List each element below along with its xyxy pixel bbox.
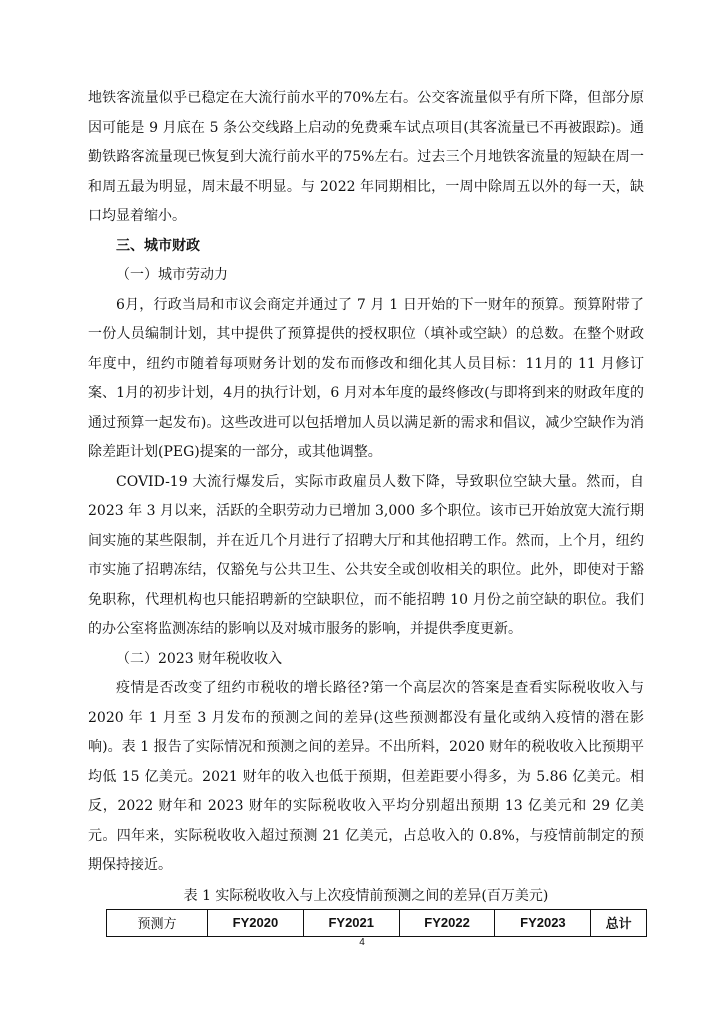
header-cell-forecaster: 预测方 [107, 909, 208, 936]
subsection-heading-workforce: （一）城市劳动力 [116, 267, 228, 283]
revenue-difference-table [106, 909, 647, 937]
header-cell-fy2021: FY2021 [303, 909, 399, 936]
section-heading: 三、城市财政 [116, 237, 200, 254]
paragraph-tax-revenue: 疫情是否改变了纽约市税收的增长路径?第一个高层次的答案是查看实际税收收入与 2020 年 1 月至 3 月发布的预测之间的差异(这些预测都没有量化或纳入疫情的潜在影响)。表 1 报告了实际情况和预测之间的差异。不出所料，2020 财年的税收收入比预期平均低 15 亿美元。2021 财年的收入也低于预期，但差距要小得多，为 5.86 亿美元。相反，2022 财年和 2023 财年的实际税收收入平均分别超出预期 13 亿美元和 29 亿美元。四年来，实际税收收入超过预测 21 亿美元，占总收入的 0.8%，与疫情前制定的预期保持接近。 [88, 680, 644, 873]
subsection-heading-tax: （二）2023 财年税收收入 [116, 650, 283, 667]
header-cell-fy2023: FY2023 [495, 909, 591, 936]
header-cell-fy2020: FY2020 [208, 909, 304, 936]
paragraph-ridership: 地铁客流量似乎已稳定在大流行前水平的70%左右。公交客流量似乎有所下降，但部分原因可能是 9 月底在 5 条公交线路上启动的免费乘车试点项目(其客流量已不再被跟踪)。通勤铁路客流量现已恢复到大流行前水平的75%左右。过去三个月地铁客流量的短缺在周一和周五最为明显，周末最不明显。与 2022 年同期相比，一周中除周五以外的每一天，缺口均显着缩小。 [88, 90, 644, 224]
page-number: 4 [359, 937, 365, 948]
page-body [88, 84, 644, 937]
paragraph-budget: 6月，行政当局和市议会商定并通过了 7 月 1 日开始的下一财年的预算。预算附带了一份人员编制计划，其中提供了预算提供的授权职位（填补或空缺）的总数。在整个财政年度中，纽约市随着每项财务计划的发布而修改和细化其人员目标：11月的 11 月修订案、1月的初步计划，4月的执行计划，6 月对本年度的最终修改(与即将到来的财政年度的通过预算一起发布)。这些改进可以包括增加人员以满足新的需求和倡议，减少空缺作为消除差距计划(PEG)提案的一部分，或其他调整。 [88, 296, 644, 460]
header-cell-total: 总计 [591, 909, 647, 936]
paragraph-covid-workforce: COVID-19 大流行爆发后，实际市政雇员人数下降，导致职位空缺大量。然而，自2023 年 3 月以来，活跃的全职劳动力已增加 3,000 多个职位。该市已开始放宽大流行期间实施的某些限制，并在近几个月进行了招聘大厅和其他招聘工作。然而，上个月，纽约市实施了招聘冻结，仅豁免与公共卫生、公共安全或创收相关的职位。此外，即使对于豁免职称，代理机构也只能招聘新的空缺职位，而不能招聘 10 月份之前空缺的职位。我们的办公室将监测冻结的影响以及对城市服务的影响，并提供季度更新。 [88, 473, 644, 637]
table-caption: 表 1 实际税收收入与上次疫情前预测之间的差异(百万美元) [183, 887, 549, 904]
table-header-row [107, 909, 647, 936]
header-cell-fy2022: FY2022 [399, 909, 495, 936]
